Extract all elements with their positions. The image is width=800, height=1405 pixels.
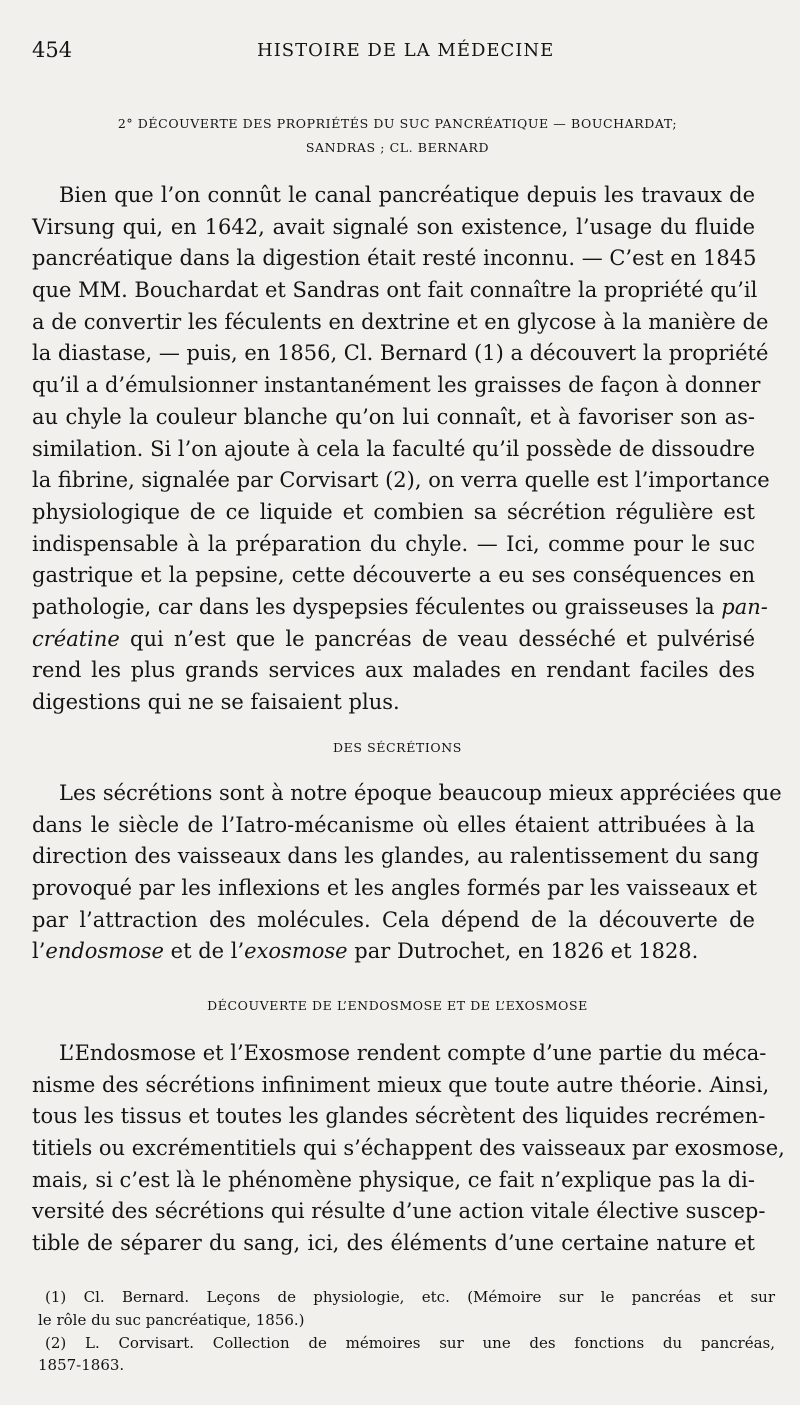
text-line: gastrique et la pepsine, cette découverte a eu ses conséquences en	[32, 563, 755, 588]
text-line: provoqué par les inflexions et les angles formés par les vaisseaux et	[32, 876, 758, 901]
text-line: la fibrine, signalée par Corvisart (2), on verra quelle est l’importance	[32, 468, 770, 493]
footnote-line: 1857-1863.	[38, 1356, 125, 1375]
italic-word: pan-	[721, 594, 768, 619]
text-line: titiels ou excrémentitiels qui s’échappent des vaisseaux par exosmose,	[32, 1136, 785, 1161]
footnote-line: le rôle du suc pancréatique, 1856.)	[38, 1310, 305, 1329]
text-line: nisme des sécrétions infiniment mieux que toute autre théorie. Ainsi,	[32, 1072, 770, 1097]
section-heading-secretions	[30, 736, 765, 760]
text-line: la diastase, — puis, en 1856, Cl. Bernard (1) a découvert la propriété	[32, 341, 769, 366]
text-line: versité des sécrétions qui résulte d’une action vitale élective suscep-	[32, 1199, 766, 1224]
text-line: dans le siècle de l’Iatro-mécanisme où elles étaient attribuées à la	[32, 812, 755, 837]
heading-line: DES SÉCRÉTIONS	[333, 740, 462, 755]
text-line: Virsung qui, en 1642, avait signalé son existence, l’usage du fluide	[32, 214, 755, 239]
text-line: tous les tissus et toutes les glandes sécrètent des liquides recrémen-	[32, 1104, 766, 1129]
page-number: 454	[32, 38, 73, 62]
running-title: HISTOIRE DE LA MÉDECINE	[257, 40, 555, 61]
text-fragment: et de l’	[163, 939, 245, 964]
section-heading-pancreatic	[30, 112, 765, 160]
italic-word: créatine	[32, 626, 120, 651]
paragraph-pancreatic	[32, 180, 770, 719]
footnote-line: (2) L. Corvisart. Collection de mémoires sur une des fonctions du pancréas,	[45, 1333, 775, 1352]
paragraph-endosmose	[32, 1038, 785, 1260]
text-fragment: par Dutrochet, en 1826 et 1828.	[347, 939, 699, 964]
heading-line: SANDRAS ; CL. BERNARD	[305, 140, 490, 155]
text-line: mais, si c’est là le phénomène physique, ce fait n’explique pas la di-	[32, 1167, 755, 1192]
text-line: pancréatique dans la digestion était resté inconnu. — C’est en 1845	[32, 246, 757, 271]
text-fragment: l’	[32, 939, 46, 964]
text-line: similation. Si l’on ajoute à cela la faculté qu’il possède de dissoudre	[32, 436, 755, 461]
footnote-line: (1) Cl. Bernard. Leçons de physiologie, etc. (Mémoire sur le pancréas et sur	[45, 1288, 775, 1306]
text-line: par l’attraction des molécules. Cela dépend de la découverte de	[32, 907, 755, 932]
text-fragment: qui n’est que le pancréas de veau desséché et pulvérisé	[130, 626, 755, 651]
text-line: L’Endosmose et l’Exosmose rendent compte d’une partie du méca-	[59, 1041, 767, 1065]
text-line: digestions qui ne se faisaient plus.	[32, 690, 400, 714]
text-line: tible de séparer du sang, ici, des éléments d’une certaine nature et	[32, 1231, 755, 1256]
text-line: qu’il a d’émulsionner instantanément les graisses de façon à donner	[32, 373, 761, 398]
text-line: direction des vaisseaux dans les glandes, au ralentissement du sang	[32, 844, 760, 869]
text-line	[32, 936, 755, 968]
text-line	[32, 592, 768, 624]
text-line: a de convertir les féculents en dextrine et en glycose à la manière de	[32, 309, 769, 334]
footnotes	[38, 1286, 775, 1377]
text-fragment: pathologie, car dans les dyspepsies féculentes ou graisseuses la	[32, 594, 722, 619]
text-line: indispensable à la préparation du chyle. — Ici, comme pour le suc	[32, 531, 755, 556]
heading-line: 2° DÉCOUVERTE DES PROPRIÉTÉS DU SUC PANCRÉATIQUE — BOUCHARDAT;	[117, 116, 678, 131]
text-line: Les sécrétions sont à notre époque beaucoup mieux appréciées que	[59, 781, 782, 805]
heading-line: DÉCOUVERTE DE L’ENDOSMOSE ET DE L’EXOSMOSE	[207, 998, 588, 1013]
text-line	[32, 624, 755, 656]
paragraph-secretions	[32, 778, 782, 968]
running-head	[32, 38, 760, 70]
section-heading-endosmose	[30, 994, 765, 1018]
italic-word: endosmose	[45, 939, 164, 964]
text-line: que MM. Bouchardat et Sandras ont fait connaître la propriété qu’il	[32, 278, 758, 303]
text-line: au chyle la couleur blanche qu’on lui connaît, et à favoriser son as-	[32, 404, 755, 429]
text-line: Bien que l’on connût le canal pancréatique depuis les travaux de	[59, 183, 755, 207]
italic-word: exosmose	[244, 939, 348, 964]
text-line: rend les plus grands services aux malades en rendant faciles des	[32, 658, 755, 683]
text-line: physiologique de ce liquide et combien sa sécrétion régulière est	[32, 499, 755, 524]
